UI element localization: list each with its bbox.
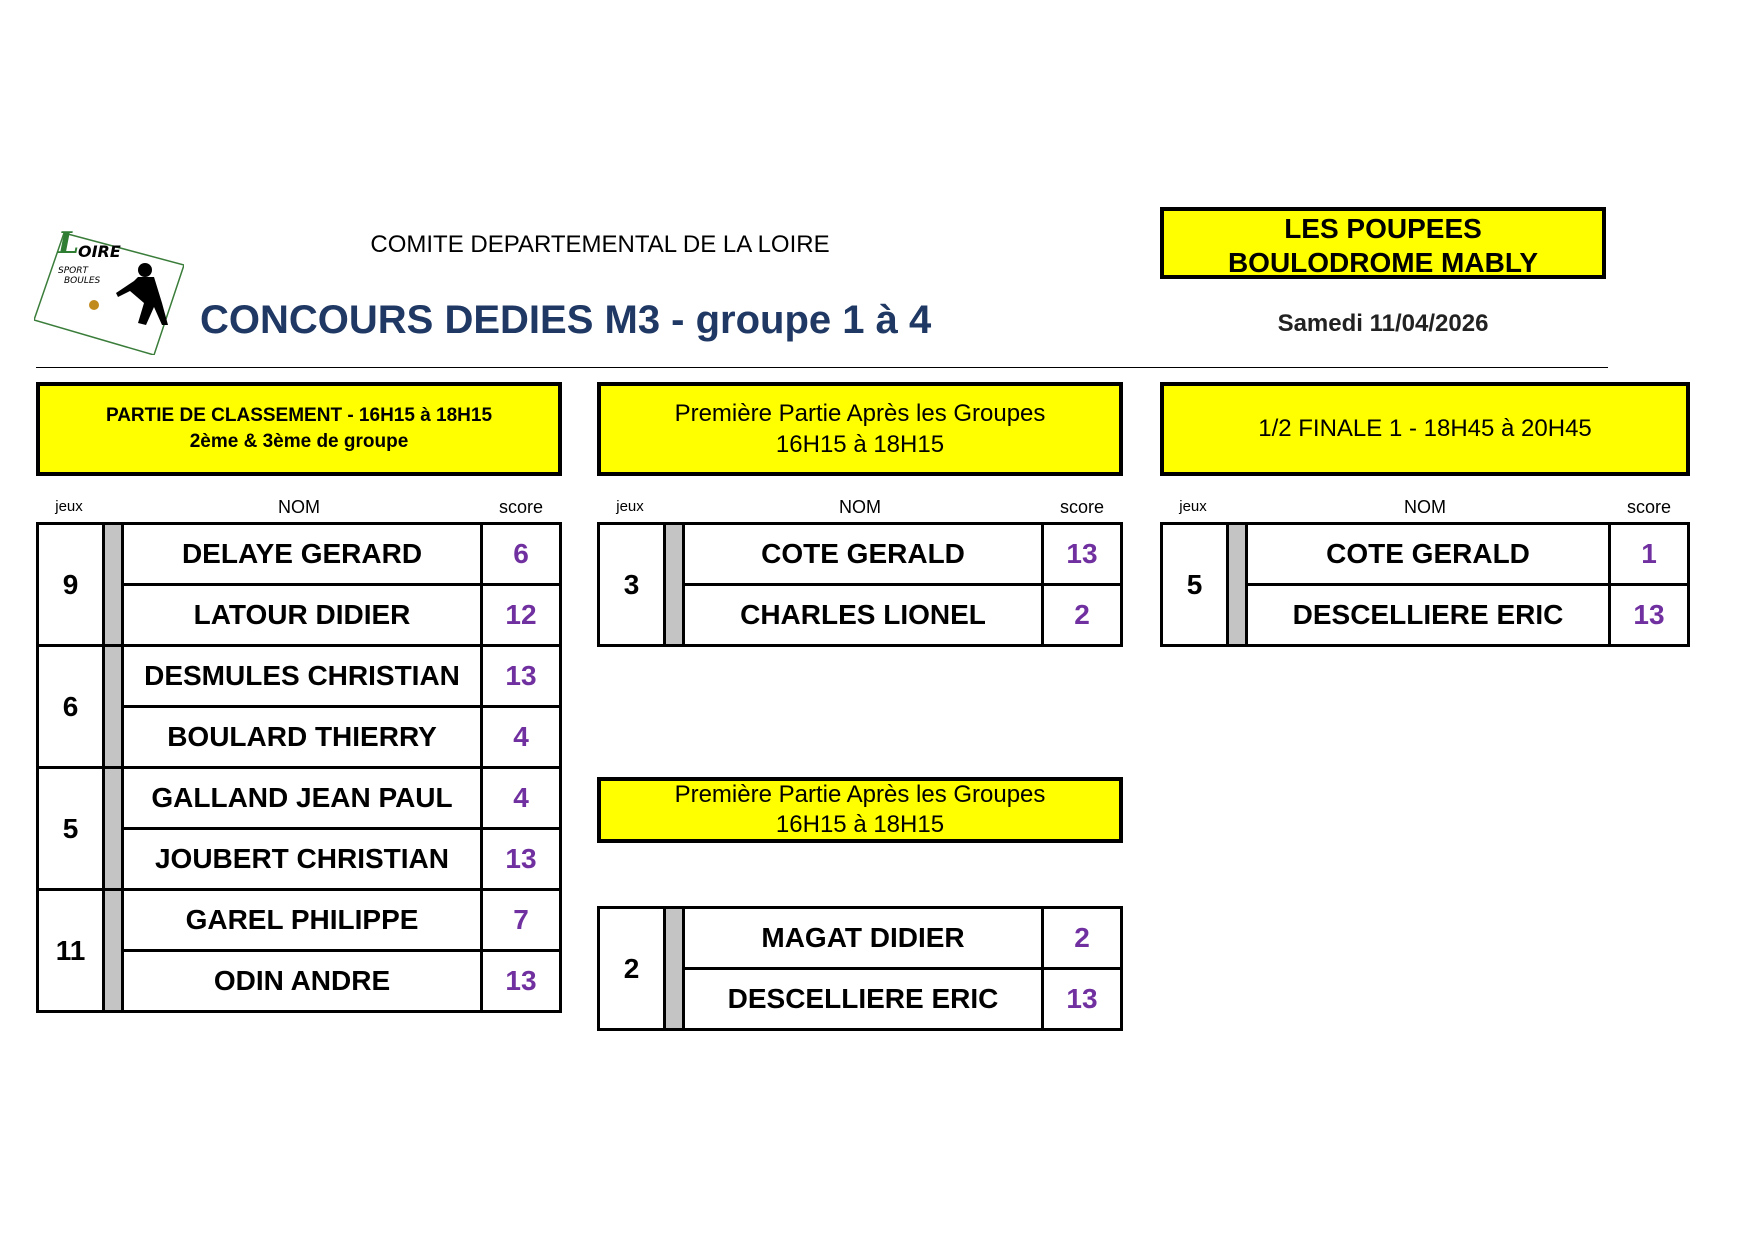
player-score: 13	[1610, 585, 1689, 646]
column-headers-premiere	[597, 496, 1123, 518]
demi-finale-header	[1160, 382, 1690, 476]
col-score: score	[1059, 497, 1104, 517]
premiere-a-title: Première Partie Après les Groupes	[674, 400, 1046, 427]
player-name: DESCELLIERE ERIC	[1247, 585, 1610, 646]
separator-bar	[104, 890, 123, 1012]
player-name: GALLAND JEAN PAUL	[123, 768, 482, 829]
col-nom: NOM	[278, 497, 320, 517]
page-title: CONCOURS DEDIES M3 - groupe 1 à 4	[200, 298, 932, 342]
player-name: ODIN ANDRE	[123, 951, 482, 1012]
premiere-b-title: Première Partie Après les Groupes	[674, 781, 1046, 808]
premiere-a-table	[597, 522, 1123, 647]
match-row	[38, 646, 561, 707]
classement-title: PARTIE DE CLASSEMENT - 16H15 à 18H15	[105, 405, 493, 426]
classement-table	[36, 522, 562, 1013]
match-row	[38, 524, 561, 585]
jeu-number: 3	[599, 524, 665, 646]
player-name: JOUBERT CHRISTIAN	[123, 829, 482, 890]
match-row	[599, 908, 1122, 969]
player-name: LATOUR DIDIER	[123, 585, 482, 646]
svg-text:OIRE: OIRE	[78, 242, 121, 261]
event-date: Samedi 11/04/2026	[1277, 310, 1489, 337]
separator-bar	[665, 524, 684, 646]
player-score: 13	[482, 829, 561, 890]
col-nom: NOM	[839, 497, 881, 517]
jeu-number: 2	[599, 908, 665, 1030]
premiere-partie-header-a	[597, 382, 1123, 476]
player-name: COTE GERALD	[684, 524, 1043, 585]
jeu-number: 9	[38, 524, 104, 646]
venue-name: LES POUPEES	[1284, 213, 1482, 244]
jeu-number: 11	[38, 890, 104, 1012]
separator-bar	[665, 908, 684, 1030]
organization-name: COMITE DEPARTEMENTAL DE LA LOIRE	[370, 231, 830, 258]
col-nom: NOM	[1404, 497, 1446, 517]
svg-text:L: L	[58, 226, 80, 261]
player-score: 13	[1043, 969, 1122, 1030]
player-score: 12	[482, 585, 561, 646]
col-score: score	[498, 497, 543, 517]
player-name: DESCELLIERE ERIC	[684, 969, 1043, 1030]
venue-location: BOULODROME MABLY	[1227, 247, 1539, 278]
col-jeux: jeux	[55, 498, 83, 515]
match-row	[1162, 524, 1689, 585]
col-jeux: jeux	[616, 498, 644, 515]
jeu-number: 5	[38, 768, 104, 890]
match-row	[38, 768, 561, 829]
player-name: DESMULES CHRISTIAN	[123, 646, 482, 707]
jeu-number: 6	[38, 646, 104, 768]
svg-text:BOULES: BOULES	[64, 276, 101, 286]
player-score: 13	[482, 646, 561, 707]
col-jeux: jeux	[1179, 498, 1207, 515]
player-score: 4	[482, 707, 561, 768]
match-row	[38, 890, 561, 951]
column-headers-classement	[36, 496, 562, 518]
demi-finale-table	[1160, 522, 1690, 647]
player-name: DELAYE GERARD	[123, 524, 482, 585]
separator-bar	[104, 768, 123, 890]
loire-sport-boules-logo	[34, 225, 184, 355]
player-score: 1	[1610, 524, 1689, 585]
jeu-number: 5	[1162, 524, 1228, 646]
player-name: CHARLES LIONEL	[684, 585, 1043, 646]
match-row	[599, 524, 1122, 585]
classement-subtitle: 2ème & 3ème de groupe	[189, 431, 409, 452]
column-headers-demi	[1160, 496, 1690, 518]
player-score: 2	[1043, 585, 1122, 646]
col-score: score	[1626, 497, 1671, 517]
player-score: 6	[482, 524, 561, 585]
player-score: 2	[1043, 908, 1122, 969]
header-divider	[36, 367, 1608, 368]
demi-title: 1/2 FINALE 1 - 18H45 à 20H45	[1258, 415, 1592, 442]
separator-bar	[104, 524, 123, 646]
svg-text:SPORT: SPORT	[58, 266, 88, 276]
premiere-a-time: 16H15 à 18H15	[775, 431, 945, 458]
separator-bar	[1228, 524, 1247, 646]
player-name: COTE GERALD	[1247, 524, 1610, 585]
player-score: 7	[482, 890, 561, 951]
premiere-b-table	[597, 906, 1123, 1031]
player-name: BOULARD THIERRY	[123, 707, 482, 768]
player-score: 13	[482, 951, 561, 1012]
premiere-partie-header-b	[597, 777, 1123, 843]
player-score: 4	[482, 768, 561, 829]
classement-header	[36, 382, 562, 476]
player-name: MAGAT DIDIER	[684, 908, 1043, 969]
premiere-b-time: 16H15 à 18H15	[775, 811, 945, 838]
player-name: GAREL PHILIPPE	[123, 890, 482, 951]
player-score: 13	[1043, 524, 1122, 585]
venue-box	[1160, 207, 1606, 279]
separator-bar	[104, 646, 123, 768]
